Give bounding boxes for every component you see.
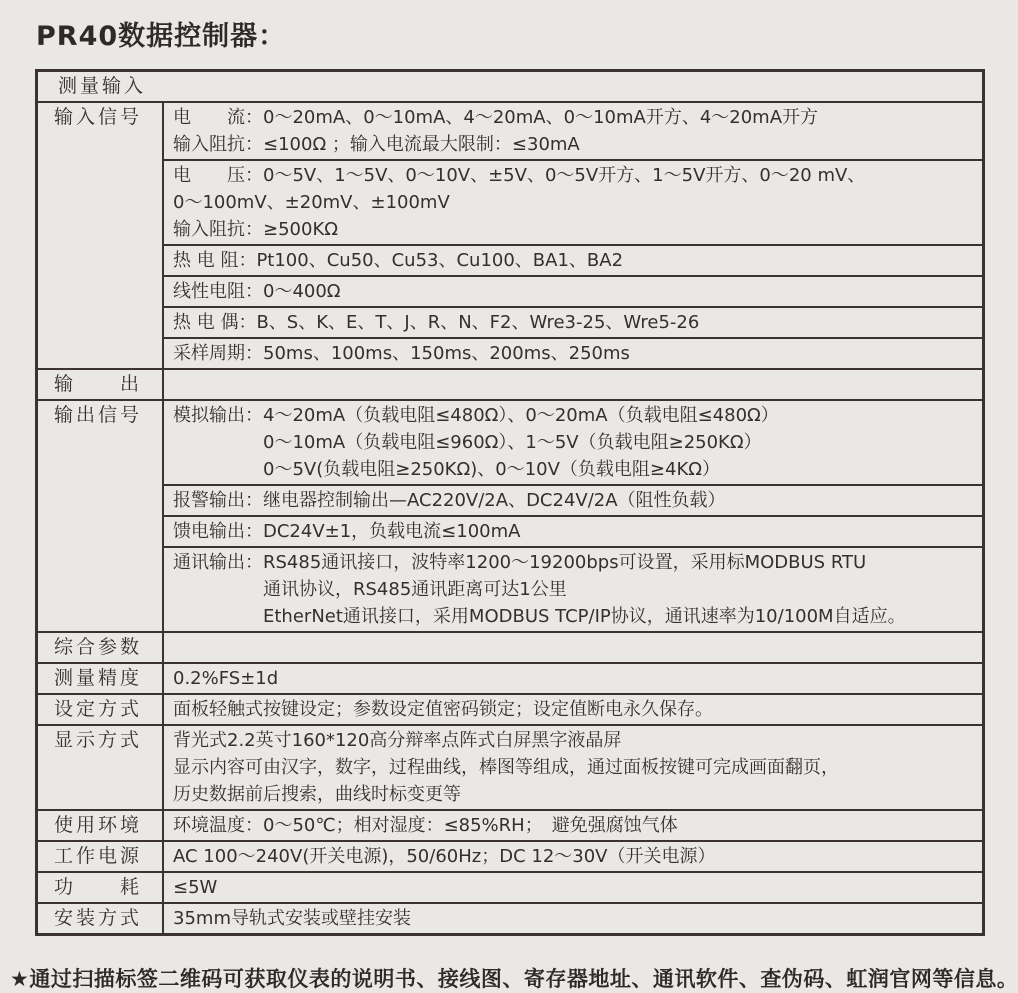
- cell-value: [164, 904, 982, 933]
- spec-line: 0.2%FS±1d: [173, 668, 279, 689]
- spec-line: 35mm导轨式安装或壁挂安装: [173, 908, 411, 929]
- page-title: PR40数据控制器：: [36, 21, 287, 52]
- cell-label: 安装方式: [38, 904, 164, 933]
- subrow-sampling-period: [164, 337, 982, 368]
- spec-line: AC 100～240V(开关电源)，50/60Hz；DC 12～30V（开关电源）: [173, 846, 716, 867]
- empty-cell: [164, 370, 982, 399]
- row-accuracy: [38, 662, 982, 693]
- row-output-header: [38, 368, 982, 399]
- spec-line: 电 流：0～20mA、0～10mA、4～20mA、0～10mA开方、4～20mA开方: [173, 107, 819, 128]
- subrow-voltage: [164, 159, 982, 244]
- spec-line: 热 电 阻：Pt100、Cu50、Cu53、Cu100、BA1、BA2: [173, 250, 624, 271]
- spec-line: 0～5V(负载电阻≥250KΩ)、0～10V（负载电阻≥4KΩ）: [263, 459, 721, 480]
- row-general-header: [38, 631, 982, 662]
- spec-line: 0～10mA（负载电阻≤960Ω）、1～5V（负载电阻≥250KΩ）: [263, 432, 762, 453]
- cell-value: [164, 811, 982, 840]
- section-header-label: 综合参数: [38, 633, 164, 662]
- row-input-signal: [38, 101, 982, 368]
- cell-value: [164, 873, 982, 902]
- spec-line: 线性电阻：0～400Ω: [173, 281, 341, 302]
- row-environment: [38, 809, 982, 840]
- row-power: [38, 840, 982, 871]
- spec-line: EtherNet通讯接口，采用MODBUS TCP/IP协议，通讯速率为10/100M自适应。: [263, 606, 906, 627]
- spec-line: 模拟输出：4～20mA（负载电阻≤480Ω）、0～20mA（负载电阻≤480Ω）: [173, 405, 779, 426]
- spec-line: 电 压：0～5V、1～5V、0～10V、±5V、0～5V开方、1～5V开方、0～20 mV、: [173, 165, 866, 186]
- subrow-current: [164, 103, 982, 159]
- spec-line: 显示内容可由汉字，数字，过程曲线，棒图等组成，通过面板按键可完成画面翻页，: [173, 757, 839, 778]
- spec-line: 历史数据前后搜索，曲线时标变更等: [173, 784, 461, 805]
- spec-line: 0～100mV、±20mV、±100mV: [173, 192, 450, 213]
- cell-label: 显示方式: [38, 726, 164, 809]
- spec-table: [35, 69, 985, 936]
- spec-line: 环境温度：0～50℃；相对湿度：≤85%RH； 避免强腐蚀气体: [173, 815, 678, 836]
- spec-line: 通讯协议，RS485通讯距离可达1公里: [263, 579, 567, 600]
- subrow-linear-resistance: [164, 275, 982, 306]
- row-consumption: [38, 871, 982, 902]
- subrow-feed-output: [164, 515, 982, 546]
- row-measure-input-header: [38, 72, 982, 101]
- subrow-rtd: [164, 244, 982, 275]
- footer-note: ★通过扫描标签二维码可获取仪表的说明书、接线图、寄存器地址、通讯软件、查伪码、虹润官网等信息。: [10, 967, 1018, 991]
- cell-label: 输出信号: [38, 401, 164, 631]
- spec-line: 输入阻抗：≤100Ω ；输入电流最大限制：≤30mA: [173, 134, 580, 155]
- subrow-analog-output: [164, 401, 982, 484]
- cell-value: [164, 726, 982, 809]
- row-setting: [38, 693, 982, 724]
- spec-line: 输入阻抗：≥500KΩ: [173, 219, 338, 240]
- cell-value: [164, 842, 982, 871]
- spec-line: 通讯输出：RS485通讯接口，波特率1200～19200bps可设置，采用标MODBUS RTU: [173, 552, 867, 573]
- section-header-label: 输 出: [38, 370, 164, 399]
- input-signal-subrows: [164, 103, 982, 368]
- row-display: [38, 724, 982, 809]
- subrow-thermocouple: [164, 306, 982, 337]
- section-header-label: 测量输入: [58, 75, 147, 97]
- cell-label: 功 耗: [38, 873, 164, 902]
- empty-cell: [164, 633, 982, 662]
- spec-line: 采样周期：50ms、100ms、150ms、200ms、250ms: [173, 343, 630, 364]
- output-signal-subrows: [164, 401, 982, 631]
- cell-value: [164, 664, 982, 693]
- cell-label: 测量精度: [38, 664, 164, 693]
- cell-label: 工作电源: [38, 842, 164, 871]
- spec-line: ≤5W: [173, 877, 218, 898]
- subrow-comm-output: [164, 546, 982, 631]
- cell-value: [164, 695, 982, 724]
- cell-label: 设定方式: [38, 695, 164, 724]
- cell-label: 输入信号: [38, 103, 164, 368]
- row-output-signal: [38, 399, 982, 631]
- spec-line: 面板轻触式按键设定；参数设定值密码锁定；设定值断电永久保存。: [173, 699, 713, 720]
- spec-line: 背光式2.2英寸160*120高分辩率点阵式白屏黑字液晶屏: [173, 730, 622, 751]
- spec-line: 热 电 偶：B、S、K、E、T、J、R、N、F2、Wre3-25、Wre5-26: [173, 312, 700, 333]
- spec-line: 馈电输出：DC24V±1，负载电流≤100mA: [173, 521, 521, 542]
- row-mounting: [38, 902, 982, 933]
- cell-label: 使用环境: [38, 811, 164, 840]
- spec-line: 报警输出：继电器控制输出—AC220V/2A、DC24V/2A（阻性负载）: [173, 490, 726, 511]
- subrow-alarm-output: [164, 484, 982, 515]
